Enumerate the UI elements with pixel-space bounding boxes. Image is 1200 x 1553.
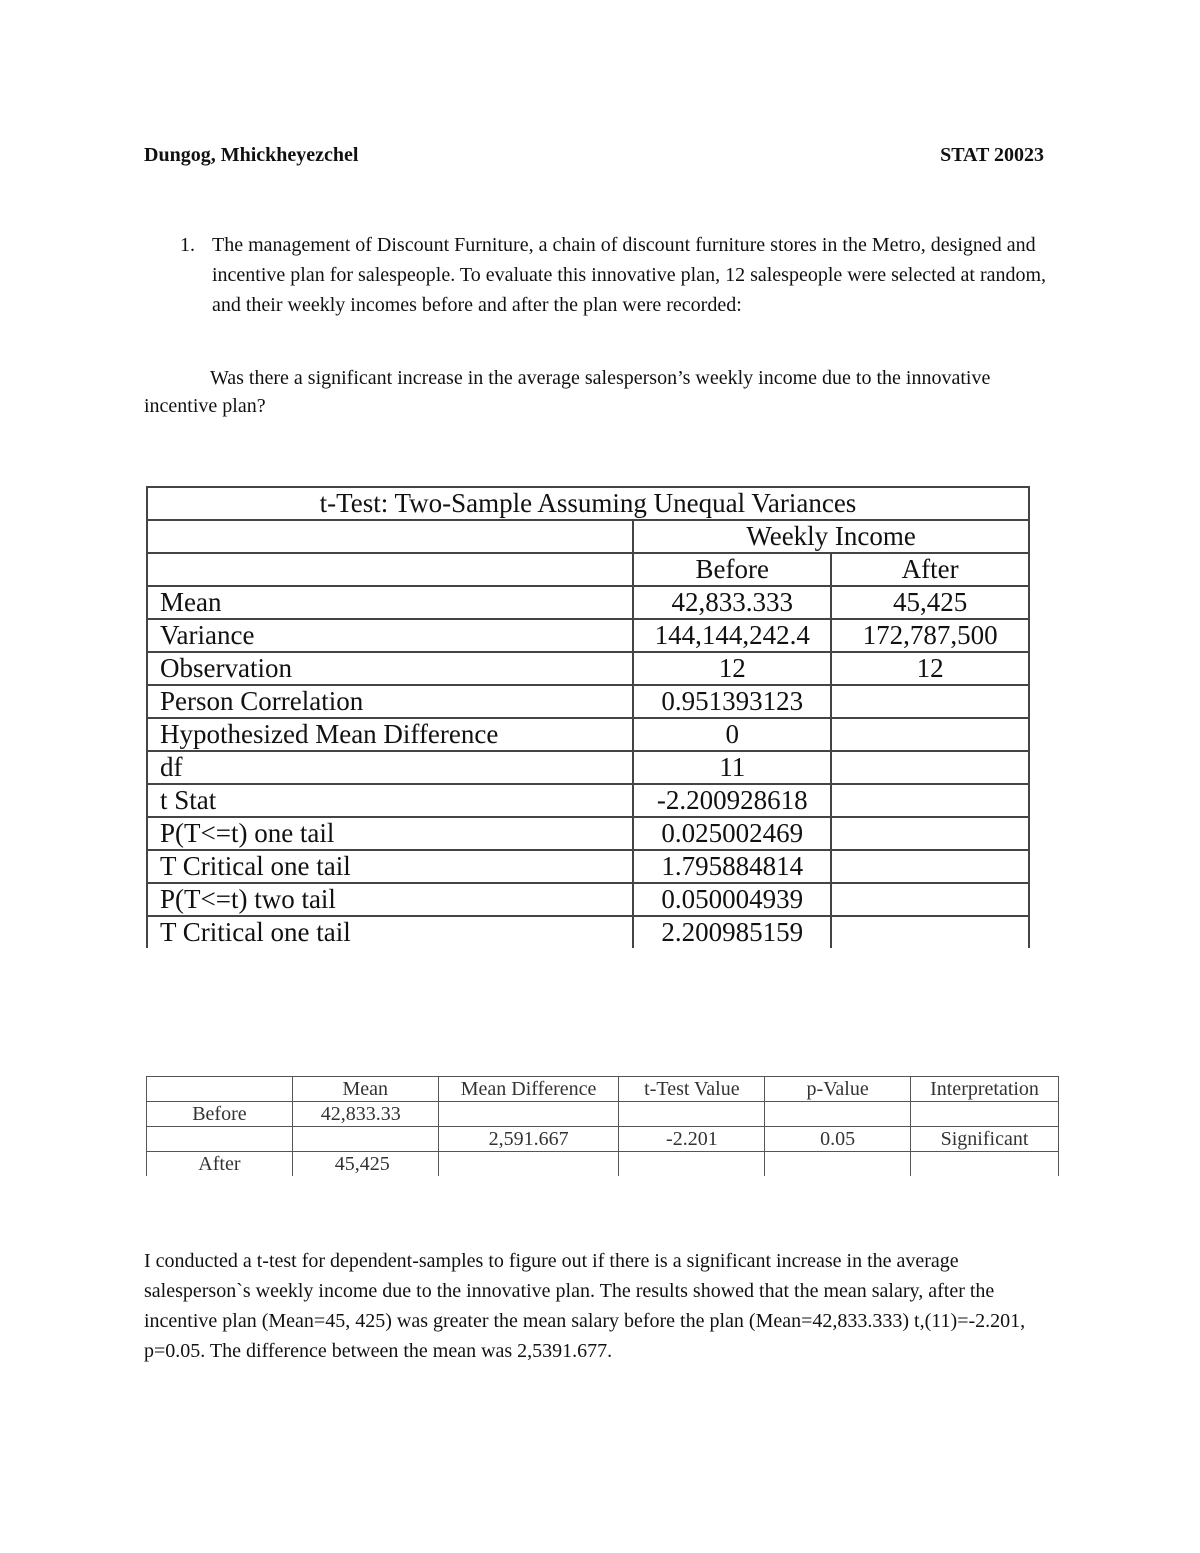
summary-header-cell: Mean Difference <box>438 1077 619 1102</box>
before-value: 0 <box>633 718 831 751</box>
table-row <box>147 1152 1059 1177</box>
before-value: 42,833.333 <box>633 586 831 619</box>
table-row <box>147 718 1029 751</box>
summary-cell: After <box>147 1152 293 1177</box>
summary-cell <box>438 1102 619 1127</box>
summary-header-cell: Mean <box>292 1077 438 1102</box>
after-value: 45,425 <box>831 586 1029 619</box>
before-value: 1.795884814 <box>633 850 831 883</box>
before-value: 0.025002469 <box>633 817 831 850</box>
summary-header-cell <box>147 1077 293 1102</box>
row-label: t Stat <box>147 784 633 817</box>
row-label: T Critical one tail <box>147 916 633 948</box>
summary-cell: 45,425 <box>292 1152 438 1177</box>
conclusion-paragraph: I conducted a t-test for dependent-samples to figure out if there is a significant increase in the average salesperson`s weekly income due to the innovative plan. The results showed that the mean salary, after the incentive plan (Mean=45, 425) was greater the mean salary before the plan (Mean=42,833.333) t,(11)=-2.201, p=0.05. The difference between the mean was 2,5391.677. <box>144 1250 1026 1362</box>
table-row <box>147 850 1029 883</box>
after-value <box>831 751 1029 784</box>
summary-cell <box>292 1127 438 1152</box>
column-header-before: Before <box>633 553 831 586</box>
row-label: P(T<=t) two tail <box>147 883 633 916</box>
summary-header-cell: t-Test Value <box>619 1077 765 1102</box>
before-value: -2.200928618 <box>633 784 831 817</box>
row-label: Person Correlation <box>147 685 633 718</box>
summary-cell <box>765 1102 911 1127</box>
summary-cell: -2.201 <box>619 1127 765 1152</box>
summary-cell: Significant <box>911 1127 1059 1152</box>
summary-cell <box>619 1102 765 1127</box>
problem-question: Was there a significant increase in the average salesperson’s weekly income due to the innovative incentive plan? <box>144 367 991 417</box>
table-group-row <box>147 520 1029 553</box>
document-header <box>144 144 1044 170</box>
summary-cell <box>765 1152 911 1177</box>
summary-header-cell: p-Value <box>765 1077 911 1102</box>
table-row <box>147 883 1029 916</box>
table-row <box>147 619 1029 652</box>
table-row <box>147 916 1029 948</box>
after-value <box>831 883 1029 916</box>
row-label: Observation <box>147 652 633 685</box>
before-value: 2.200985159 <box>633 916 831 948</box>
summary-cell <box>911 1102 1059 1127</box>
before-value: 144,144,242.4 <box>633 619 831 652</box>
ttest-output-table <box>146 486 1030 948</box>
table-row <box>147 1127 1059 1152</box>
before-value: 11 <box>633 751 831 784</box>
before-value: 0.951393123 <box>633 685 831 718</box>
after-value <box>831 817 1029 850</box>
summary-cell: 42,833.33 <box>292 1102 438 1127</box>
row-label: Mean <box>147 586 633 619</box>
after-value <box>831 850 1029 883</box>
column-header-after: After <box>831 553 1029 586</box>
summary-cell: 0.05 <box>765 1127 911 1152</box>
table-row <box>147 685 1029 718</box>
course-code: STAT 20023 <box>940 144 1044 166</box>
summary-cell: 2,591.667 <box>438 1127 619 1152</box>
summary-header-row <box>147 1077 1059 1102</box>
row-label: Variance <box>147 619 633 652</box>
row-label: df <box>147 751 633 784</box>
after-value: 12 <box>831 652 1029 685</box>
summary-cell <box>438 1152 619 1177</box>
before-value: 0.050004939 <box>633 883 831 916</box>
table-row <box>147 817 1029 850</box>
row-label: T Critical one tail <box>147 850 633 883</box>
table-row <box>147 652 1029 685</box>
summary-table <box>146 1076 1059 1176</box>
problem-number: 1. <box>180 234 195 256</box>
summary-header-cell: Interpretation <box>911 1077 1059 1102</box>
group-header: Weekly Income <box>633 520 1029 553</box>
after-value <box>831 718 1029 751</box>
table-row <box>147 784 1029 817</box>
table-row <box>147 751 1029 784</box>
after-value <box>831 784 1029 817</box>
row-label: Hypothesized Mean Difference <box>147 718 633 751</box>
table-row <box>147 586 1029 619</box>
after-value <box>831 685 1029 718</box>
before-value: 12 <box>633 652 831 685</box>
table-title-row <box>147 487 1029 520</box>
row-label: P(T<=t) one tail <box>147 817 633 850</box>
author-name: Dungog, Mhickheyezchel <box>144 144 359 166</box>
after-value <box>831 916 1029 948</box>
table-column-row <box>147 553 1029 586</box>
after-value: 172,787,500 <box>831 619 1029 652</box>
summary-cell: Before <box>147 1102 293 1127</box>
table-row <box>147 1102 1059 1127</box>
summary-cell <box>911 1152 1059 1177</box>
problem-text: The management of Discount Furniture, a chain of discount furniture stores in the Metro, designed and incentive plan for salespeople. To evaluate this innovative plan, 12 salespeople were selected at random, and their weekly incomes before and after the plan were recorded: <box>212 234 1047 316</box>
table-title: t-Test: Two-Sample Assuming Unequal Variances <box>147 487 1029 520</box>
summary-cell <box>619 1152 765 1177</box>
summary-cell <box>147 1127 293 1152</box>
